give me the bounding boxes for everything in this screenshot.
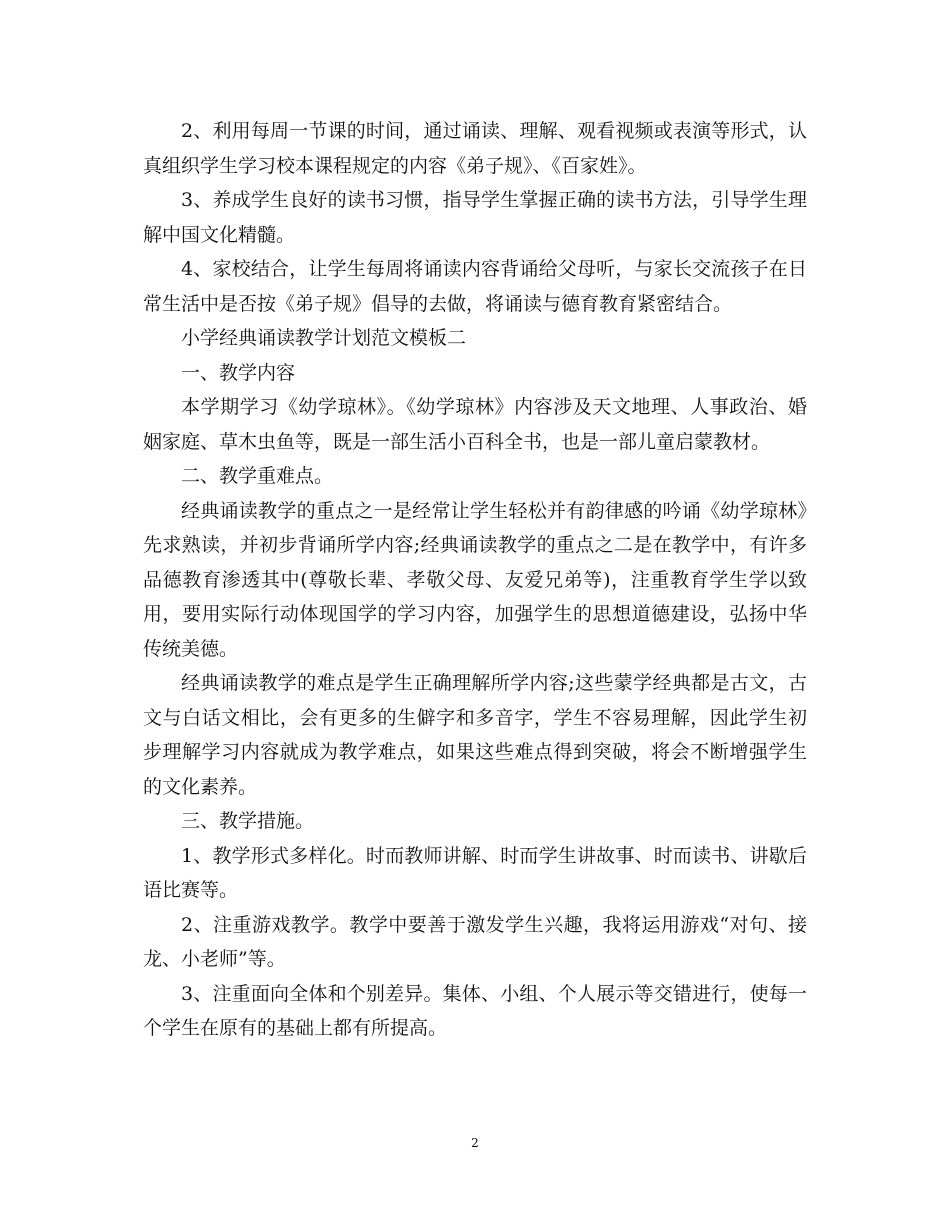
paragraph-teaching-content: 本学期学习《幼学琼林》。《幼学琼林》内容涉及天文地理、人事政治、婚姻家庭、草木虫鱼等，既是一部生活小百科全书，也是一部儿童启蒙教材。: [143, 396, 807, 453]
measure-item-2: 2、注重游戏教学。教学中要善于激发学生兴趣，我将运用游戏“对句、接龙、小老师”等。: [143, 913, 807, 970]
paragraph-item-3: 3、养成学生良好的读书习惯，指导学生掌握正确的读书方法，引导学生理解中国文化精髓。: [143, 189, 807, 246]
paragraph-item-4: 4、家校结合，让学生每周将诵读内容背诵给父母听，与家长交流孩子在日常生活中是否按《弟子规》倡导的去做，将诵读与德育教育紧密结合。: [143, 258, 807, 315]
paragraph-key-points: 经典诵读教学的重点之一是经常让学生轻松并有韵律感的吟诵《幼学琼林》先求熟读，并初步背诵所学内容;经典诵读教学的重点之二是在教学中，有许多品德教育渗透其中(尊敬长辈、孝敬父母、友爱兄弟等)，注重教育学生学以致用，要用实际行动体现国学的学习内容，加强学生的思想道德建设，弘扬中华传统美德。: [143, 499, 807, 660]
section-title: 小学经典诵读教学计划范文模板二: [181, 327, 467, 349]
page-number: 2: [471, 1136, 479, 1150]
heading-key-points: 二、教学重难点。: [181, 465, 334, 487]
paragraph-item-2: 2、利用每周一节课的时间，通过诵读、理解、观看视频或表演等形式，认真组织学生学习校本课程规定的内容《弟子规》、《百家姓》。: [143, 120, 807, 177]
measure-item-3: 3、注重面向全体和个别差异。集体、小组、个人展示等交错进行，使每一个学生在原有的基础上都有所提高。: [143, 982, 807, 1039]
paragraph-difficulties: 经典诵读教学的难点是学生正确理解所学内容;这些蒙学经典都是古文，古文与白话文相比，会有更多的生僻字和多音字，学生不容易理解，因此学生初步理解学习内容就成为教学难点，如果这些难点得到突破，将会不断增强学生的文化素养。: [143, 672, 807, 798]
measure-item-1: 1、教学形式多样化。时而教师讲解、时而学生讲故事、时而读书、讲歇后语比赛等。: [143, 844, 807, 901]
heading-teaching-content: 一、教学内容: [181, 361, 296, 384]
heading-measures: 三、教学措施。: [181, 810, 315, 832]
document-body: [143, 114, 807, 1046]
